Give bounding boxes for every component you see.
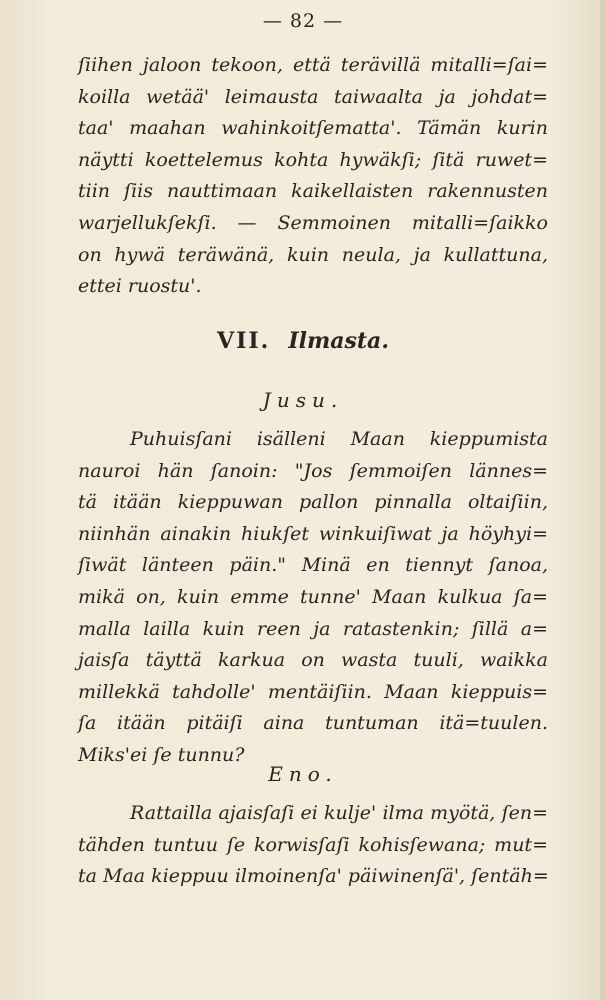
text-line: on hywä teräwänä, kuin neula, ja kullattuna, — [78, 243, 548, 266]
text-line: warjellukſekſi. — Semmoinen mitalli=ſaikko — [78, 211, 548, 234]
text-line: Rattailla ajaisſaſi ei kulje' ilma myötä, ſen= — [130, 802, 548, 824]
text-line: ta Maa kieppuu ilmoinenſa' päiwinenſä', ſentäh= — [78, 865, 549, 888]
section-heading — [0, 328, 606, 354]
text-line: ſiwät länteen päin." Minä en tiennyt ſanoa, — [78, 554, 548, 577]
text-line: ſa itään pitäiſi aina tuntuman itä=tuulen. — [78, 712, 548, 735]
text-line: malla lailla kuin reen ja ratastenkin; ſillä a= — [78, 617, 548, 640]
text-line: niinhän ainakin hiukſet winkuiſiwat ja höyhyi= — [78, 522, 548, 545]
text-line: tähden tuntuu ſe korwisſaſi kohisſewana; mut= — [78, 833, 548, 856]
page-number: — 82 — — [262, 10, 344, 32]
text-line: jaisſa täyttä karkua on wasta tuuli, waikka — [78, 649, 548, 672]
text-line: ettei ruostu'. — [78, 275, 202, 298]
page-edge — [600, 0, 606, 1000]
section-title: Ilmasta. — [288, 328, 389, 354]
text-line: tiin ſiis nauttimaan kaikellaisten rakennusten — [78, 180, 548, 203]
text-line: Miks'ei ſe tunnu? — [78, 743, 245, 766]
section-number: VII. — [217, 328, 271, 354]
speaker-eno: Eno. — [268, 762, 338, 786]
text-line: ſiihen jaloon tekoon, että terävillä mitalli=ſai= — [78, 54, 548, 76]
text-line: taa' maahan wahinkoitſematta'. Tämän kurin — [78, 117, 548, 140]
text-line: näytti koettelemus kohta hywäkſi; ſitä ruwet= — [78, 148, 548, 171]
text-line: mikä on, kuin emme tunne' Maan kulkua ſa= — [78, 585, 548, 608]
text-line: Puhuisſani isälleni Maan kieppumista — [130, 428, 548, 450]
paragraph-1 — [78, 50, 548, 303]
text-line: tä itään kieppuwan pallon pinnalla oltaiſiin, — [78, 491, 548, 514]
paragraph-3 — [78, 798, 548, 893]
text-line: koilla wetää' leimausta taiwaalta ja johdat= — [78, 85, 548, 108]
speaker-jusu: Jusu. — [262, 388, 344, 412]
text-line: millekkä tahdolle' mentäiſiin. Maan kieppuis= — [78, 680, 548, 703]
paragraph-2 — [78, 424, 548, 772]
text-line: nauroi hän ſanoin: "Jos ſemmoiſen lännes= — [78, 459, 548, 482]
